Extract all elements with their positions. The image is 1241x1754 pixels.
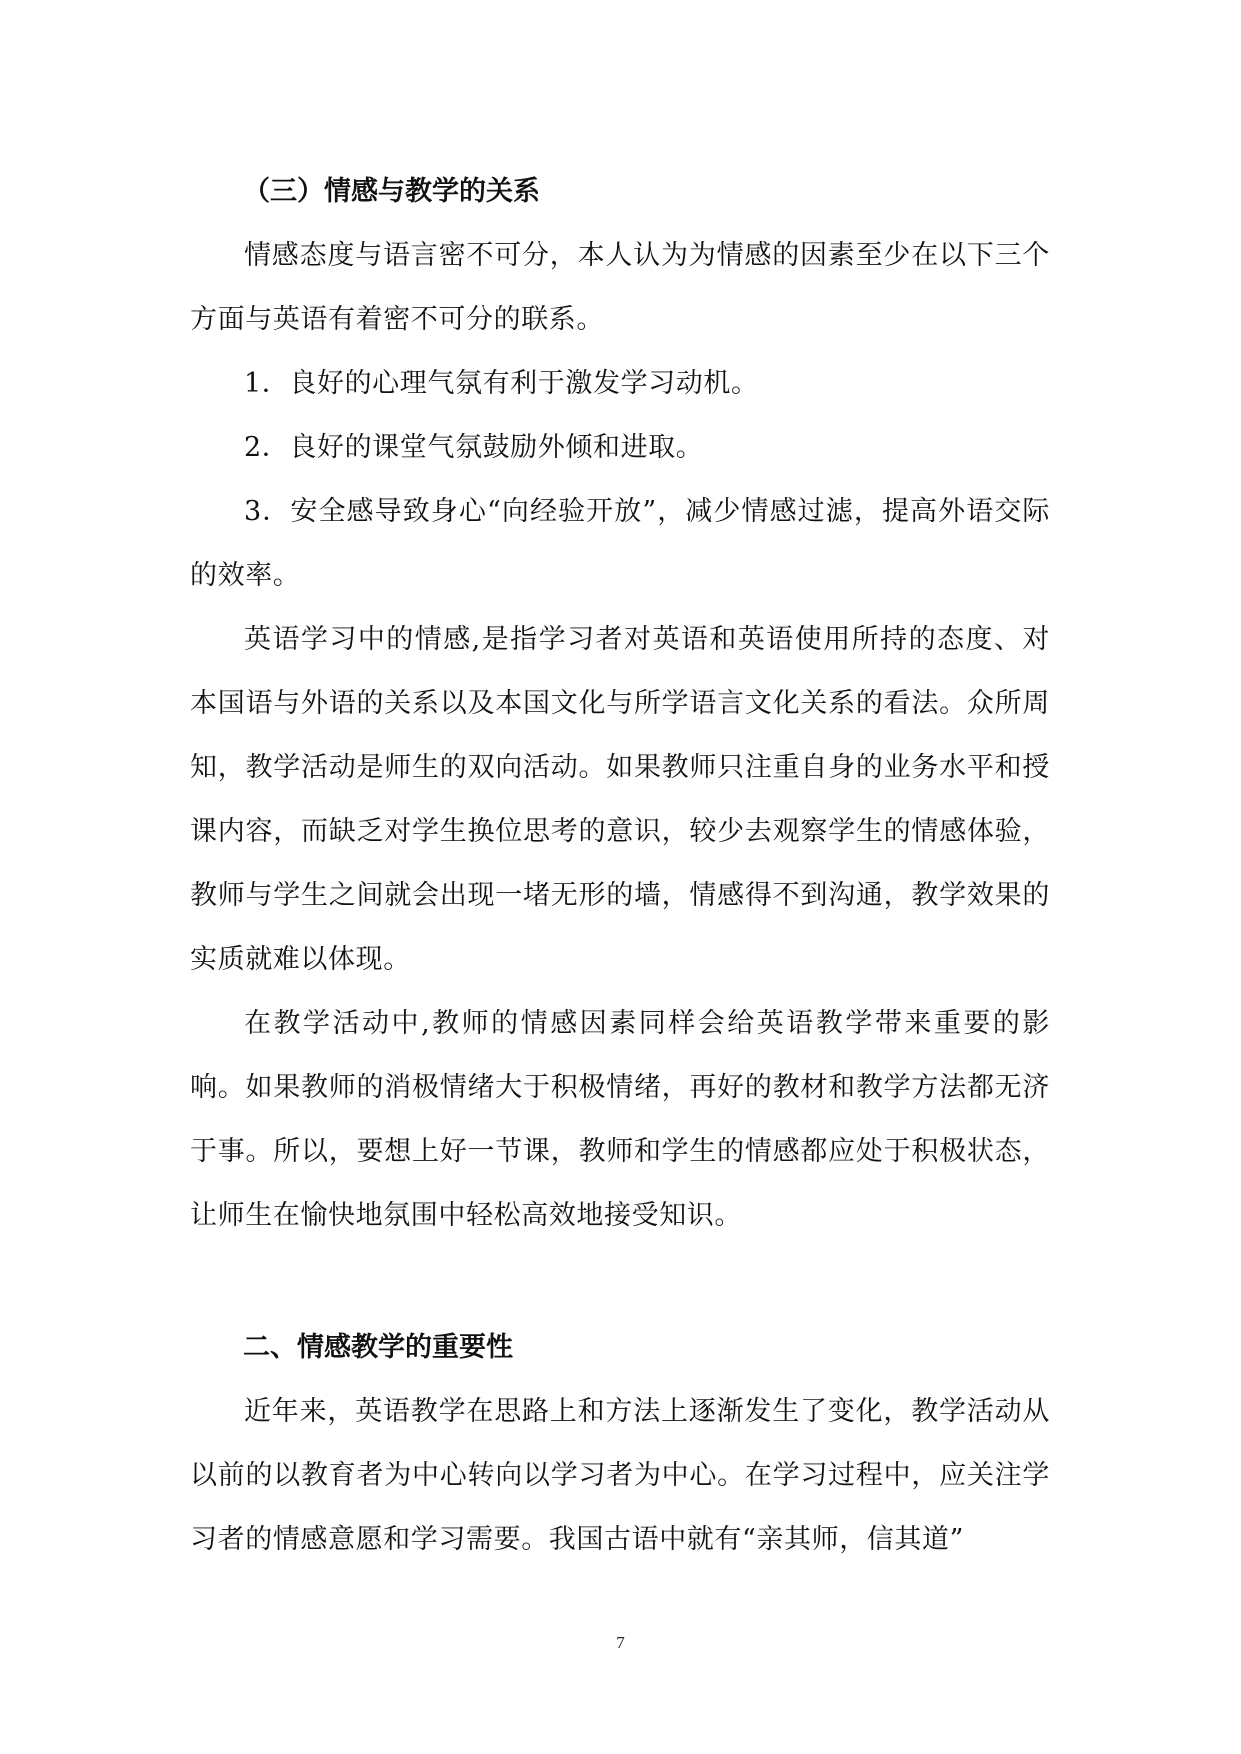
list-item: 3．安全感导致身心“向经验开放”，减少情感过滤，提高外语交际的效率。 [190,496,1050,591]
subheading: （三）情感与教学的关系 [243,176,540,207]
paragraph: 情感态度与语言密不可分，本人认为为情感的因素至少在以下三个方面与英语有着密不可分的联系。 [190,240,1050,335]
paragraph: 近年来，英语教学在思路上和方法上逐渐发生了变化，教学活动从以前的以教育者为中心转向以学习者为中心。在学习过程中，应关注学习者的情感意愿和学习需要。我国古语中就有“亲其师，信其道” [190,1396,1050,1555]
paragraph: 在教学活动中,教师的情感因素同样会给英语教学带来重要的影响。如果教师的消极情绪大于积极情绪，再好的教材和教学方法都无济于事。所以，要想上好一节课，教师和学生的情感都应处于积极状态，让师生在愉快地氛围中轻松高效地接受知识。 [190,1008,1050,1231]
page-number: 7 [616,1633,625,1652]
paragraph: 英语学习中的情感,是指学习者对英语和英语使用所持的态度、对本国语与外语的关系以及本国文化与所学语言文化关系的看法。众所周知，教学活动是师生的双向活动。如果教师只注重自身的业务水平和授课内容，而缺乏对学生换位思考的意识，较少去观察学生的情感体验，教师与学生之间就会出现一堵无形的墙，情感得不到沟通，教学效果的实质就难以体现。 [190,624,1050,975]
list-item: 2．良好的课堂气氛鼓励外倾和进取。 [244,432,704,463]
document-body [190,160,1050,1572]
list-item: 1．良好的心理气氛有利于激发学习动机。 [244,368,759,399]
section-heading: 二、情感教学的重要性 [243,1332,513,1363]
